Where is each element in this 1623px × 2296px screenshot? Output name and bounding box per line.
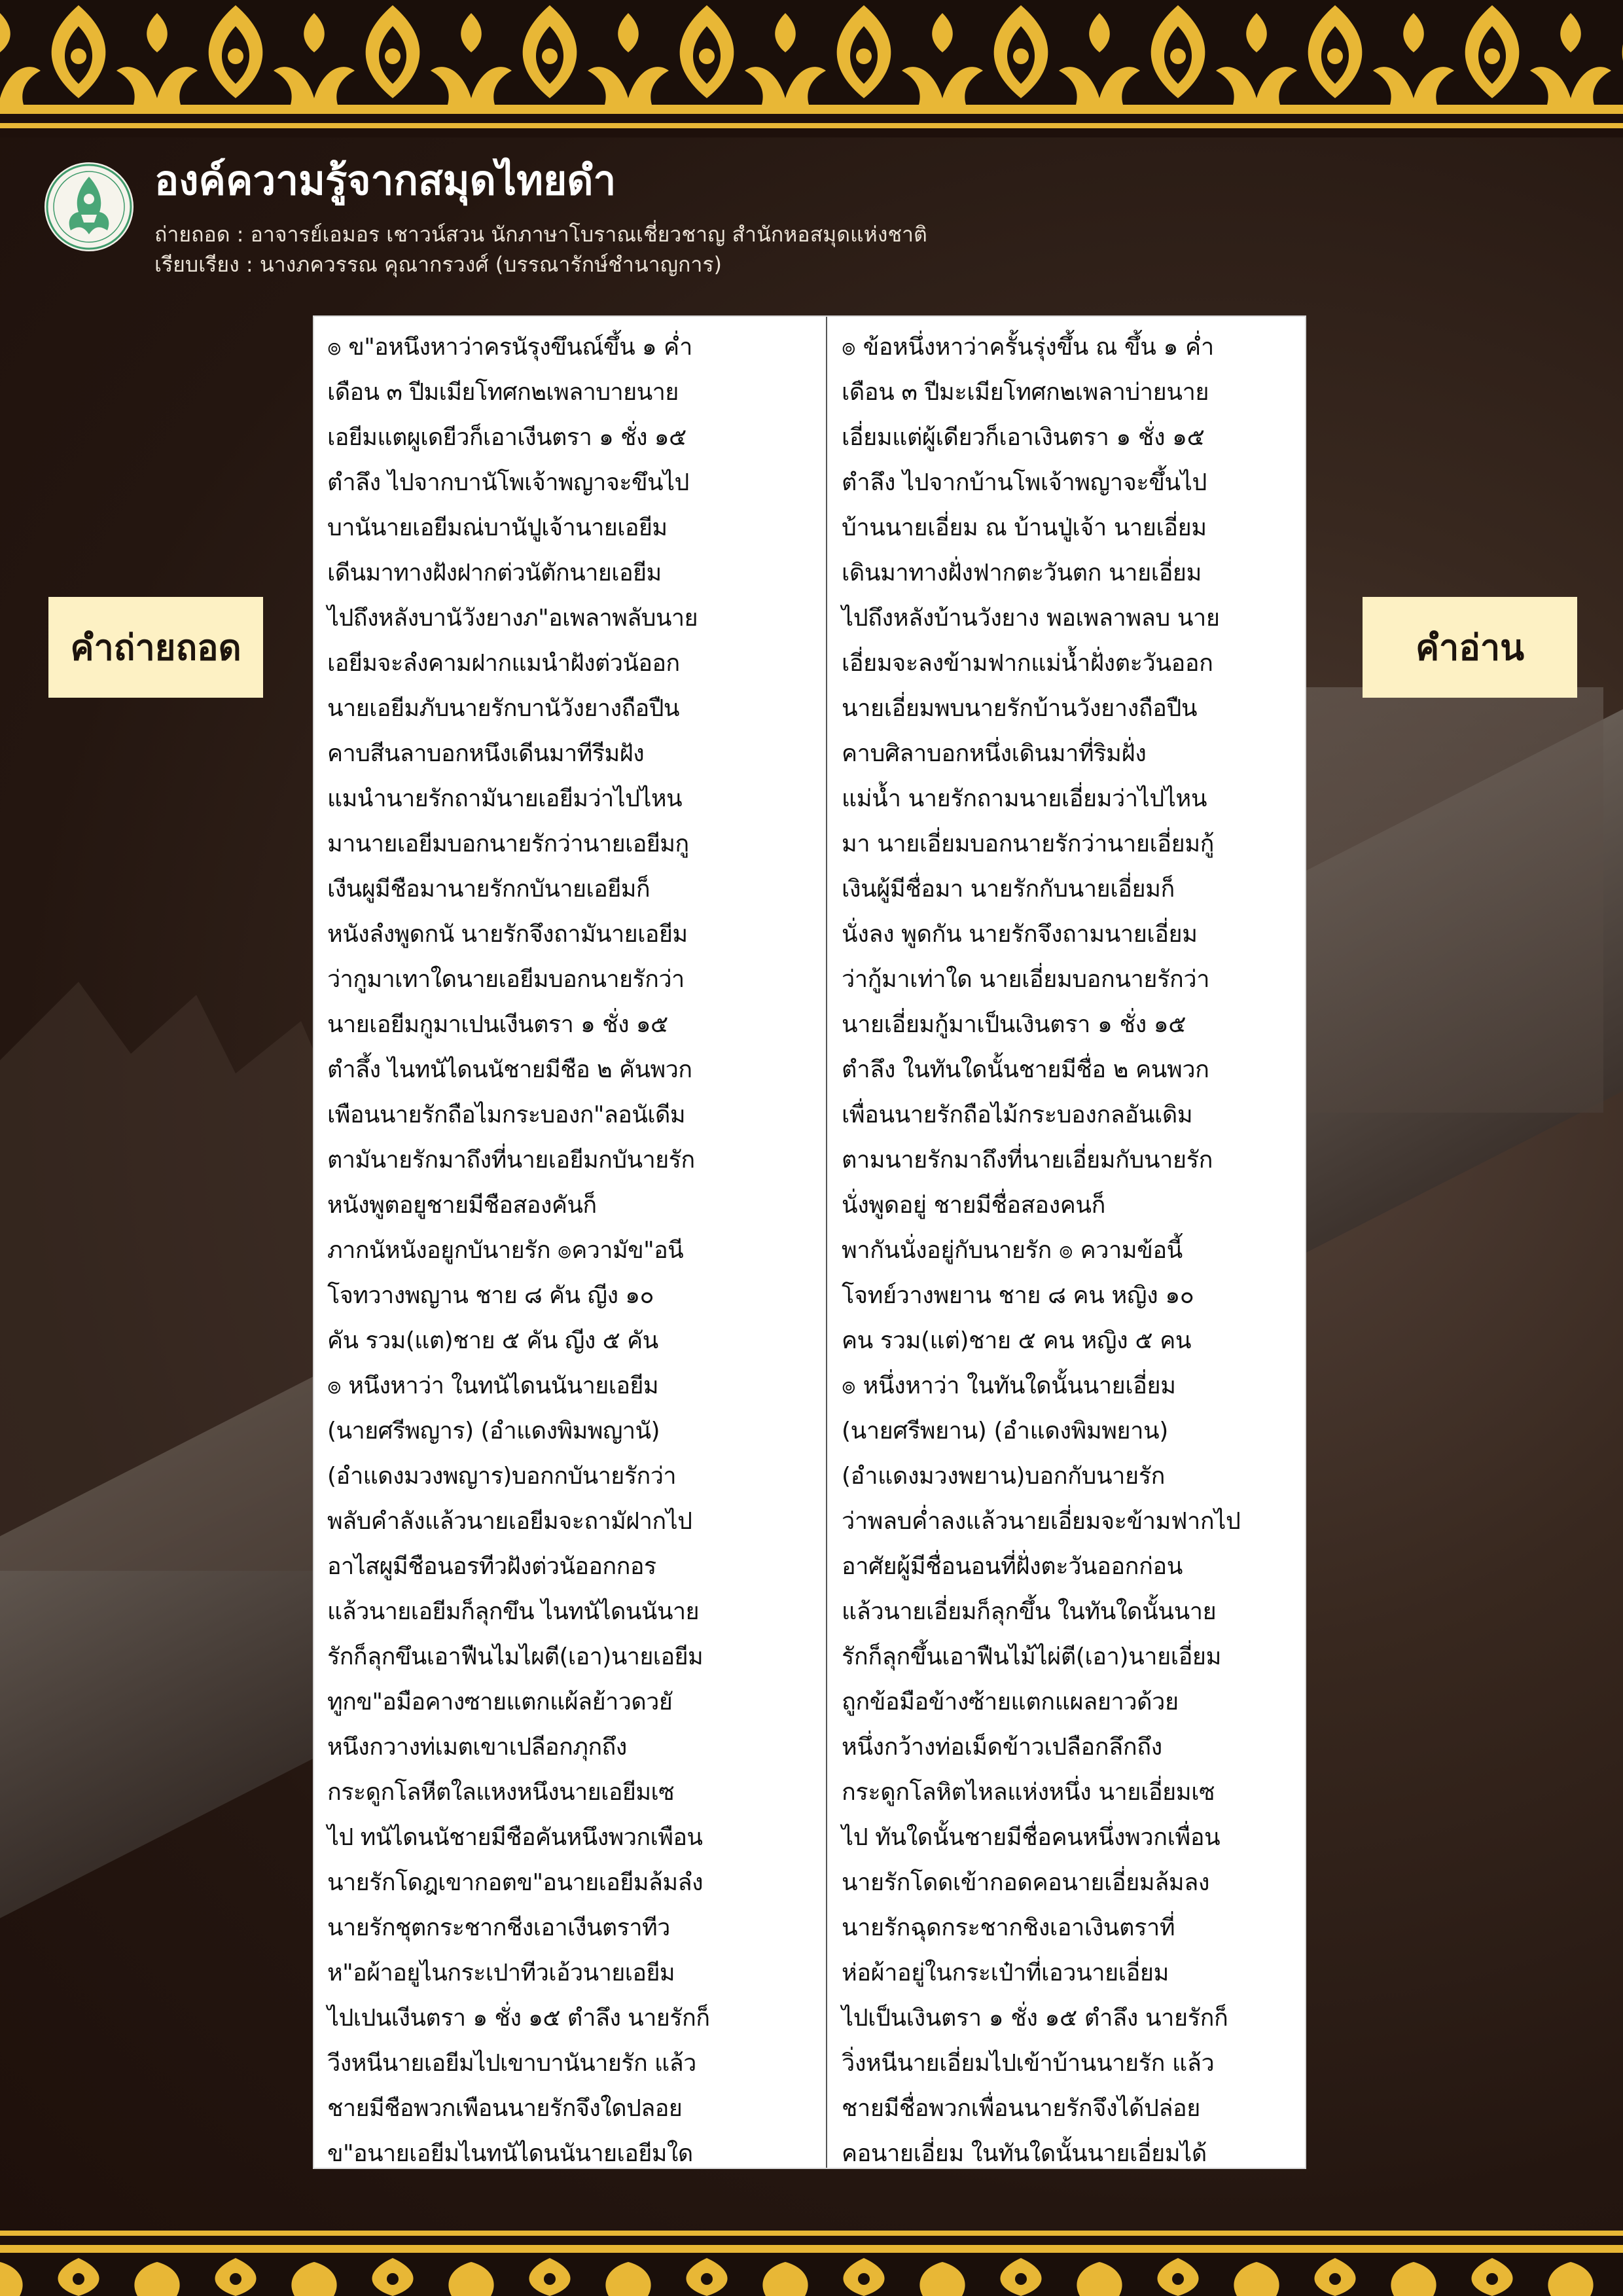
reading-line: นายรักโดดเข้ากอดคอนายเอี่ยมล้มลง [842, 1869, 1210, 1896]
transcription-line: (นายศรีพญาร) (อำแดงพิมพญานั) [327, 1418, 660, 1444]
reading-line: นั่งพูดอยู่ ชายมีชื่อสองคนก็ [842, 1192, 1106, 1219]
transcription-line: ข"อนายเอยีมไนทนัไดนนันายเอยีมใด [327, 2140, 693, 2167]
ornamental-border-bottom [0, 2231, 1623, 2296]
transcription-line: ไปเปนเงีนตรา ๑ ชั่ง ๑๕ ตำลึง นายรักก็ [327, 2005, 710, 2032]
transcription-line: นายเอยีมกูมาเปนเงีนตรา ๑ ชั่ง ๑๕ [327, 1011, 668, 1038]
reading-line: หนึ่งกว้างท่อเม็ดข้าวเปลือกลึกถึง [842, 1734, 1162, 1761]
transcription-line: วีงหนีนายเอยีมไปเขาบานันายรัก แล้ว [327, 2050, 696, 2077]
editor-credit: เรียบเรียง : นางภควรรณ คุณากรวงศ์ (บรรณารักษ์ชำนาญการ) [154, 252, 722, 277]
transcription-line: รักก็ลุกขึนเอาฟืนไมไผตี(เอา)นายเอยีม [327, 1643, 704, 1670]
reading-line: แล้วนายเอี่ยมก็ลุกขึ้น ในทันใดนั้นนาย [842, 1598, 1217, 1625]
transcription-line: บานันายเอยีมณ่บานัปูเจ้านายเอยีม [327, 514, 668, 541]
transcription-line: นายรักชุตกระชากชีงเอาเงีนตราทีว [327, 1914, 670, 1941]
reading-line: ตำลึง ไปจากบ้านโพเจ้าพญาจะขึ้นไป [842, 469, 1207, 496]
reading-line: นายรักฉุดกระชากชิงเอาเงินตราที่ [842, 1914, 1175, 1941]
reading-line: ไปถึงหลังบ้านวังยาง พอเพลาพลบ นาย [842, 605, 1220, 632]
reading-label: คำอ่าน [1363, 597, 1577, 698]
transcription-line: แมนำนายรักถามันายเอยีมว่าไปไหน [327, 785, 683, 812]
reading-line: ไปเป็นเงินตรา ๑ ชั่ง ๑๕ ตำลึง นายรักก็ [842, 2005, 1228, 2032]
reading-line: เงินผู้มีชื่อมา นายรักกับนายเอี่ยมก็ [842, 876, 1175, 903]
transcription-line: ตำลึง ไปจากบานัโพเจ้าพญาจะขึนไป [327, 469, 689, 496]
transcription-line: มานายเอยีมบอกนายรักว่านายเอยีมกู [327, 831, 689, 857]
reading-line: กระดูกโลหิตไหลแห่งหนึ่ง นายเอี่ยมเซ [842, 1779, 1215, 1806]
transcriber-credit: ถ่ายถอด : อาจารย์เอมอร เชาวน์สวน นักภาษาโบราณเชี่ยวชาญ สำนักหอสมุดแห่งชาติ [154, 222, 927, 247]
reading-line: มา นายเอี่ยมบอกนายรักว่านายเอี่ยมกู้ [842, 831, 1215, 857]
reading-line: แม่น้ำ นายรักถามนายเอี่ยมว่าไปไหน [842, 785, 1207, 812]
reading-line: ตำลึง ในทันใดนั้นชายมีชื่อ ๒ คนพวก [842, 1056, 1209, 1083]
transcription-line: ชายมีชือพวกเพือนนายรักจึงใดปลอย [327, 2095, 683, 2122]
reading-line: ๏ ข้อหนึ่งหาว่าครั้นรุ่งขึ้น ณ ขึ้น ๑ ค่ำ [842, 334, 1214, 361]
background-manuscript-block [1276, 687, 1603, 1113]
reading-line: ว่าพลบค่ำลงแล้วนายเอี่ยมจะข้ามฟากไป [842, 1508, 1241, 1535]
transcription-line: นายเอยีมภับนายรักบานัวังยางถือปืน [327, 695, 679, 722]
ornamental-border-top [0, 0, 1623, 137]
transcription-line: ทูกข"อมือคางซายแตกแผ้ลย้าวดวยั [327, 1689, 673, 1715]
transcription-line: เงีนผูมีชือมานายรักกบันายเอยีมก็ [327, 876, 651, 903]
reading-line: คน รวม(แต่)ชาย ๕ คน หญิง ๕ คน [842, 1327, 1192, 1354]
national-library-seal-icon [45, 162, 134, 251]
reading-line: คอนายเอี่ยม ในทันใดนั้นนายเอี่ยมได้ [842, 2140, 1207, 2167]
reading-line: ตามนายรักมาถึงที่นายเอี่ยมกับนายรัก [842, 1147, 1213, 1174]
transcription-line: ๏ หนึงหาว่า ในทนัไดนนันายเอยีม [327, 1372, 659, 1399]
text-panel [314, 317, 1305, 2168]
transcription-line: โจทวางพญาน ชาย ๘ คัน ญีง ๑๐ [327, 1282, 654, 1309]
transcription-line: ๏ ข"อหนึงหาว่าครนัรุงขึนณ์ขึ้น ๑ ค่ำ [327, 334, 692, 361]
reading-line: (นายศรีพยาน) (อำแดงพิมพยาน) [842, 1418, 1168, 1444]
reading-line: นั่งลง พูดกัน นายรักจึงถามนายเอี่ยม [842, 921, 1198, 948]
transcription-line: กระดูกโลหีตใลแหงหนึงนายเอยีมเซ [327, 1779, 675, 1806]
transcription-line: ตำลึ้ง ไนทนัไดนนัชายมีชือ ๒ คันพวก [327, 1056, 692, 1083]
transcription-line: หนังพูตอยูชายมีชือสองคันก็ [327, 1192, 597, 1219]
transcription-line: เอยีมจะลํงคามฝากแมนำฝังต่วนัออก [327, 650, 680, 677]
reading-line: คาบศิลาบอกหนึ่งเดินมาที่ริมฝั่ง [842, 740, 1147, 767]
transcription-line: เดือน ๓ ปีมเมียโทศก๒เพลาบายนาย [327, 379, 679, 406]
transcription-line: อาไสผูมีชือนอรทีวฝังต่วนัออกกอร [327, 1553, 656, 1580]
reading-line: เอี่ยมจะลงข้ามฟากแม่น้ำฝั่งตะวันออก [842, 650, 1213, 677]
transcription-line: พลับคำลังแล้วนายเอยีมจะถามัฝากไป [327, 1508, 692, 1535]
transcription-line: แล้วนายเอยีมก็ลุกขึน ไนทนัไดนนันาย [327, 1598, 699, 1625]
transcription-line: ภากนัหนังอยูกบันายรัก ๏ความัข"อนี [327, 1237, 684, 1264]
reading-line: เดินมาทางฝั่งฟากตะวันตก นายเอี่ยม [842, 560, 1202, 586]
transcription-line: เพือนนายรักถือไมกระบองก"ลอนัเดีม [327, 1102, 685, 1128]
transcription-line: ว่ากูมาเทาใดนายเอยีมบอกนายรักว่า [327, 966, 685, 993]
transcription-line: หนึงกวางท่เมตเขาเปลีอกภุกถึง [327, 1734, 627, 1761]
transcription-line: ไปถึงหลังบานัวังยางภ"อเพลาพลับนาย [327, 605, 698, 632]
reading-line: ว่ากู้มาเท่าใด นายเอี่ยมบอกนายรักว่า [842, 966, 1210, 993]
reading-line: บ้านนายเอี่ยม ณ บ้านปู่เจ้า นายเอี่ยม [842, 514, 1207, 541]
reading-line: อาศัยผู้มีชื่อนอนที่ฝั่งตะวันออกก่อน [842, 1553, 1183, 1580]
reading-line: วิ่งหนีนายเอี่ยมไปเข้าบ้านนายรัก แล้ว [842, 2050, 1215, 2077]
transcription-line: ห"อผ้าอยูไนกระเปาทีวเอ้วนายเอยีม [327, 1960, 675, 1986]
reading-line: เอี่ยมแต่ผู้เดียวก็เอาเงินตรา ๑ ชั่ง ๑๕ [842, 424, 1205, 451]
reading-line: โจทย์วางพยาน ชาย ๘ คน หญิง ๑๐ [842, 1282, 1194, 1309]
reading-line: พากันนั่งอยู่กับนายรัก ๏ ความข้อนี้ [842, 1237, 1183, 1264]
reading-line: นายเอี่ยมพบนายรักบ้านวังยางถือปืน [842, 695, 1198, 722]
reading-line: เดือน ๓ ปีมะเมียโทศก๒เพลาบ่ายนาย [842, 379, 1209, 406]
transcription-line: ตามันายรักมาถึงที่นายเอยีมกบันายรัก [327, 1147, 695, 1174]
reading-line: ๏ หนึ่งหาว่า ในทันใดนั้นนายเอี่ยม [842, 1372, 1176, 1399]
transcription-line: เดีนมาทางฝังฝากต่วนัตักนายเอยีม [327, 560, 662, 586]
reading-column [827, 317, 1305, 2168]
transcription-line: หนังลํงพูดกนั นายรักจึงถามันายเอยีม [327, 921, 688, 948]
reading-line: ไป ทันใดนั้นชายมีชื่อคนหนึ่งพวกเพื่อน [842, 1824, 1221, 1851]
transcription-column [314, 317, 827, 2168]
reading-line: นายเอี่ยมกู้มาเป็นเงินตรา ๑ ชั่ง ๑๕ [842, 1011, 1186, 1038]
reading-line: (อำแดงมวงพยาน)บอกกับนายรัก [842, 1463, 1166, 1490]
page-title: องค์ความรู้จากสมุดไทยดำ [154, 158, 616, 204]
transcription-line: ไป ทนัไดนนัชายมีชือคันหนึงพวกเพือน [327, 1824, 703, 1851]
transcription-line: คัน รวม(แต)ชาย ๕ คัน ญีง ๕ คัน [327, 1327, 658, 1354]
reading-line: เพื่อนนายรักถือไม้กระบองกลอันเดิม [842, 1102, 1193, 1128]
transcription-line: นายรักโดฎเขากอตข"อนายเอยีมล้มลํง [327, 1869, 703, 1896]
transcription-label: คำถ่ายถอด [48, 597, 263, 698]
reading-line: รักก็ลุกขึ้นเอาฟืนไม้ไผ่ตี(เอา)นายเอี่ยม [842, 1643, 1221, 1670]
transcription-line: คาบสีนลาบอกหนึงเดีนมาทีรีมฝัง [327, 740, 645, 767]
transcription-line: (อำแดงมวงพญาร)บอกกบันายรักว่า [327, 1463, 676, 1490]
reading-line: ห่อผ้าอยู่ในกระเป๋าที่เอวนายเอี่ยม [842, 1960, 1169, 1986]
reading-line: ชายมีชื่อพวกเพื่อนนายรักจึงได้ปล่อย [842, 2095, 1200, 2122]
reading-line: ถูกข้อมือข้างซ้ายแตกแผลยาวด้วย [842, 1689, 1179, 1715]
transcription-line: เอยีมแตผูเดยีวก็เอาเงีนตรา ๑ ชั่ง ๑๕ [327, 424, 687, 451]
